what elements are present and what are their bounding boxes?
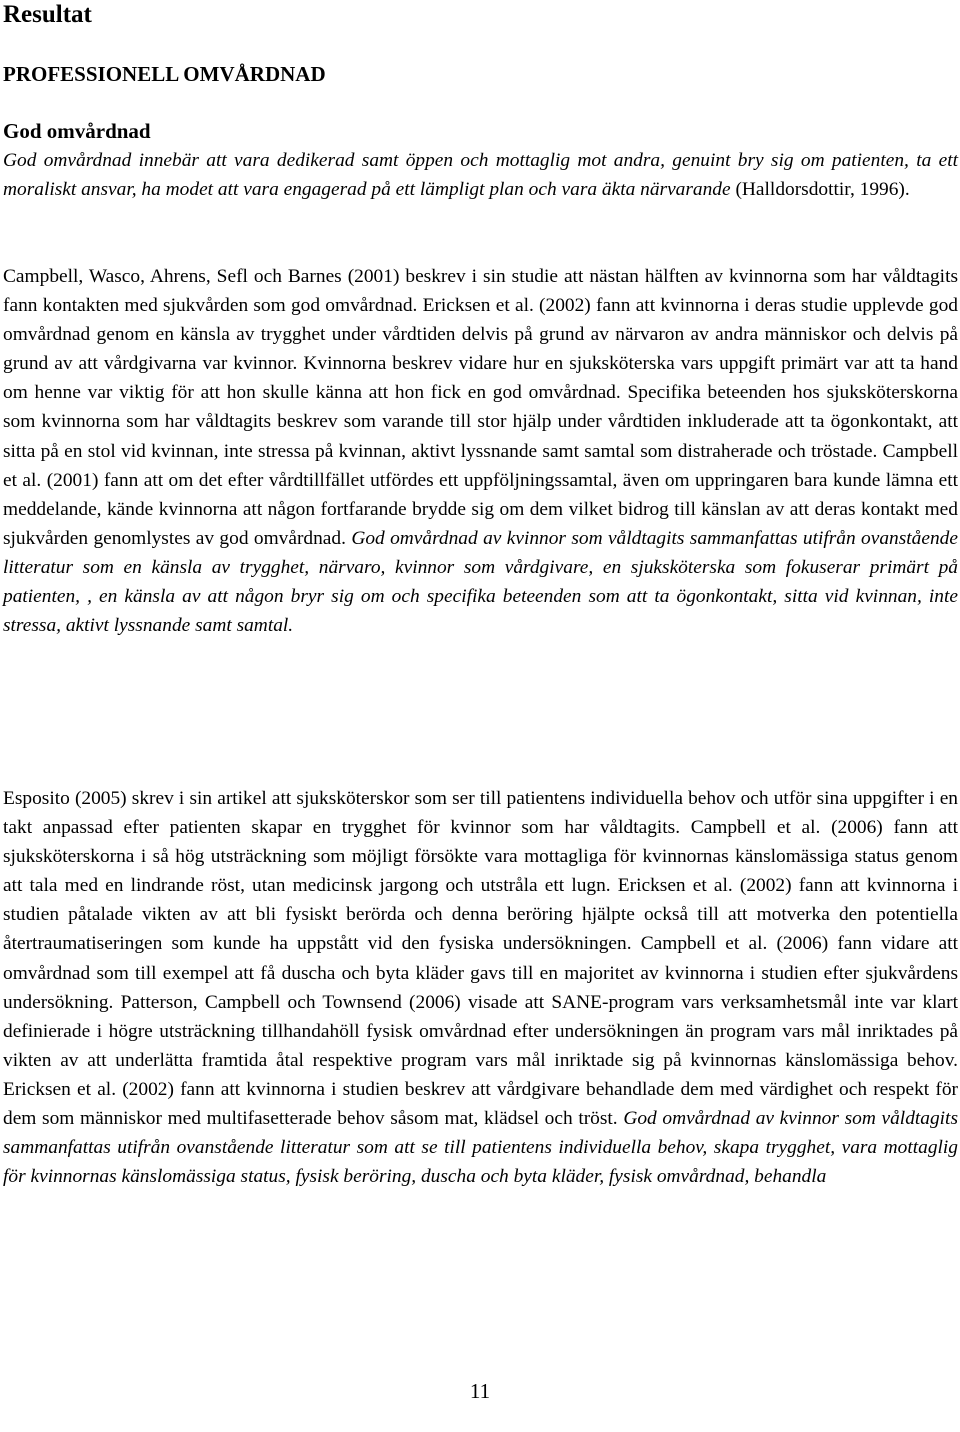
needs-body-text: Esposito (2005) skrev i sin artikel att sjuksköterskor som ser till patientens individuella behov och utför sina uppgifter i en takt anpassad efter patienten skapar en trygghet för kvinnor som har våldtagits. Campbell et al. (2006) fann att sjuksköterskorna i så hög utsträckning som möjligt försökte vara mottagliga för kvinnornas känslomässiga status genom att tala med en lindrande röst, utan medicinsk jargong och utstråla ett lugn. Ericksen et al. (2002) fann att kvinnorna i studien påtalade vikten av att bli fysiskt berörda och denna beröring hjälpte också till att motverka den potentiella återtraumatiseringen som kunde ha uppstått vid den fysiska undersökningen. Campbell et al. (2006) fann vidare att omvårdnad som till exempel att få duscha och byta kläder gavs till en majoritet av kvinnorna i studien efter sjukvårdens undersökning. Patterson, Campbell och Townsend (2006) visade att SANE-program vars verksamhetsmål inte var klart definierade i högre utsträckning tillhandahöll fysisk omvårdnad efter undersökningen än program vars mål inriktades på vikten av att underlätta framtida åtal respektive program vars mål inriktade sig på kvinnornas känslomässiga behov. Ericksen et al. (2002) fann att kvinnorna i studien beskrev att vårdgivare behandlade dem med värdighet och respekt för dem som människor med multifasetterade behov såsom mat, klädsel och tröst. [3, 788, 958, 1130]
paragraph-individual-needs [3, 784, 958, 1191]
paragraph-findings [3, 262, 958, 640]
findings-body-text: Campbell, Wasco, Ahrens, Sefl och Barnes (2001) beskrev i sin studie att nästan hälften av kvinnorna som har våldtagits fann kontakten med sjukvården som god omvårdnad. Ericksen et al. (2002) fann att kvinnorna i deras studie upplevde god omvårdnad genom en känsla av trygghet under vårdtiden delvis på grund av närvaron av andra människor och delvis på grund av att vårdgivarna var kvinnor. Kvinnorna beskrev vidare hur en sjuksköterska vars uppgift primärt var att ta hand om henne var viktig för att hon skulle känna att hon fick en god omvårdnad. Specifika beteenden hos sjuksköterskorna som kvinnorna som har våldtagits beskrev som varande till stor hjälp under vårdtiden inkluderade att ta ögonkontakt, att sitta på en stol vid kvinnan, inte stressa på kvinnan, aktivt lyssnande samt samtal som distraherade och tröstade. Campbell et al. (2001) fann att om det efter vårdtillfället utfördes ett uppföljningssamtal, även om uppringaren bara kunde lämna ett meddelande, kände kvinnorna att någon fortfarande brydde sig om dem vilket bidrog till känslan av att deras kontakt med sjukvården genomlystes av god omvårdnad. [3, 266, 958, 549]
definition-citation: (Halldorsdottir, 1996). [730, 179, 910, 201]
page-heading: Resultat [3, 1, 92, 28]
findings-summary-italic: God omvårdnad av kvinnor som våldtagits sammanfattas utifrån ovanstående litteratur som en känsla av trygghet, närvaro, kvinnor som vårdgivare, en sjuksköterska som fokuserar primärt på patienten, , en känsla av att någon bryr sig om och specifika beteenden som att ta ögonkontakt, sitta vid kvinnan, inte stressa, aktivt lyssnande samt samtal. [3, 527, 958, 637]
page-number: 11 [469, 1379, 491, 1403]
section-title: PROFESSIONELL OMVÅRDNAD [3, 62, 326, 86]
subsection-title: God omvårdnad [3, 119, 151, 143]
paragraph-definition [3, 146, 958, 204]
needs-summary-italic: God omvårdnad av kvinnor som våldtagits sammanfattas utifrån ovanstående litteratur som att se till patientens individuella behov, skapa trygghet, vara mottaglig för kvinnornas känslomässiga status, fysisk beröring, duscha och byta kläder, fysisk omvårdnad, behandla [3, 1108, 958, 1188]
definition-italic-text: God omvårdnad innebär att vara dedikerad samt öppen och mottaglig mot andra, genuint bry sig om patienten, ta ett moraliskt ansvar, ha modet att vara engagerad på ett lämpligt plan och vara äkta närvarande [3, 150, 958, 201]
